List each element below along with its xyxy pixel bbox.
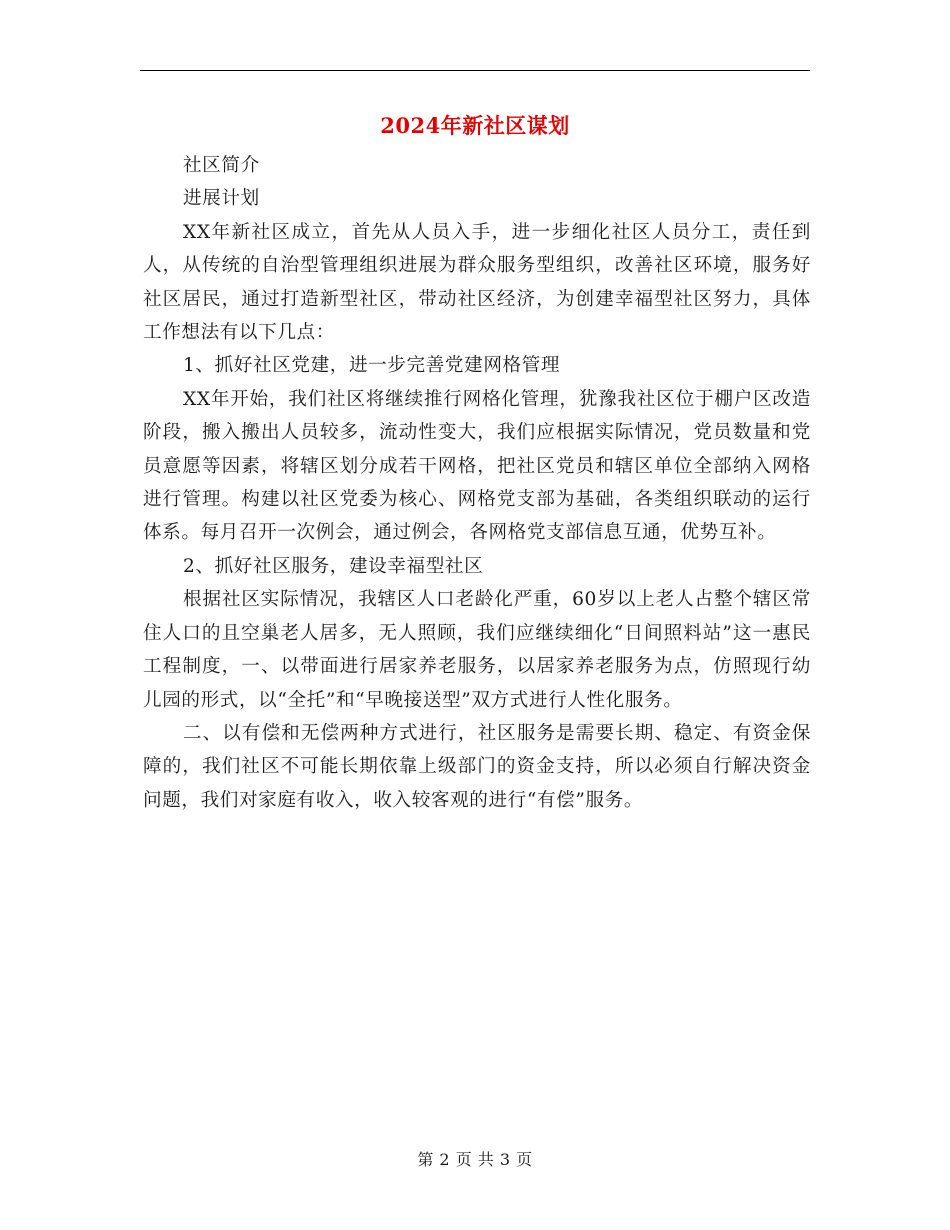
document-title: 2024年新社区谋划 <box>380 113 570 138</box>
paragraph-heading-party-building: 1、抓好社区党建，进一步完善党建网格管理 <box>182 355 561 377</box>
paragraph-grid-management: XX年开始，我们社区将继续推行网格化管理，犹豫我社区位于棚户区改造阶段，搬入搬出人员较多，流动性变大，我们应根据实际情况，党员数量和党员意愿等因素，将辖区划分成若干网格，把社区党员和辖区单位全部纳入网格进行管理。构建以社区党委为核心、网格党支部为基础，各类组织联动的运行体系。每月召开一次例会，通过例会，各网格党支部信息互通，优势互补。 <box>143 388 811 544</box>
paragraph-progress-plan: 进展计划 <box>182 188 260 210</box>
document-body <box>143 149 811 817</box>
paragraph-overview: XX年新社区成立，首先从人员入手，进一步细化社区人员分工，责任到人，从传统的自治型管理组织进展为群众服务型组织，改善社区环境，服务好社区居民，通过打造新型社区，带动社区经济，为创建幸福型社区努力，具体工作想法有以下几点： <box>143 221 811 344</box>
paragraph-heading-community-service: 2、抓好社区服务，建设幸福型社区 <box>182 555 484 577</box>
paragraph-elderly-care: 根据社区实际情况，我辖区人口老龄化严重，60岁以上老人占整个辖区常住人口的且空巢老人居多，无人照顾，我们应继续细化“日间照料站”这一惠民工程制度，一、以带面进行居家养老服务，以居家养老服务为点，仿照现行幼儿园的形式，以“全托”和“早晚接送型”双方式进行人性化服务。 <box>143 589 811 711</box>
paragraph-community-intro: 社区简介 <box>182 155 260 176</box>
page-indicator: 第 2 页 共 3 页 <box>417 1150 533 1169</box>
paragraph-paid-service: 二、以有偿和无偿两种方式进行，社区服务是需要长期、稳定、有资金保障的，我们社区不可能长期依靠上级部门的资金支持，所以必须自行解决资金问题，我们对家庭有收入，收入较客观的进行“有偿”服务。 <box>143 722 811 811</box>
header-rule <box>140 70 810 71</box>
